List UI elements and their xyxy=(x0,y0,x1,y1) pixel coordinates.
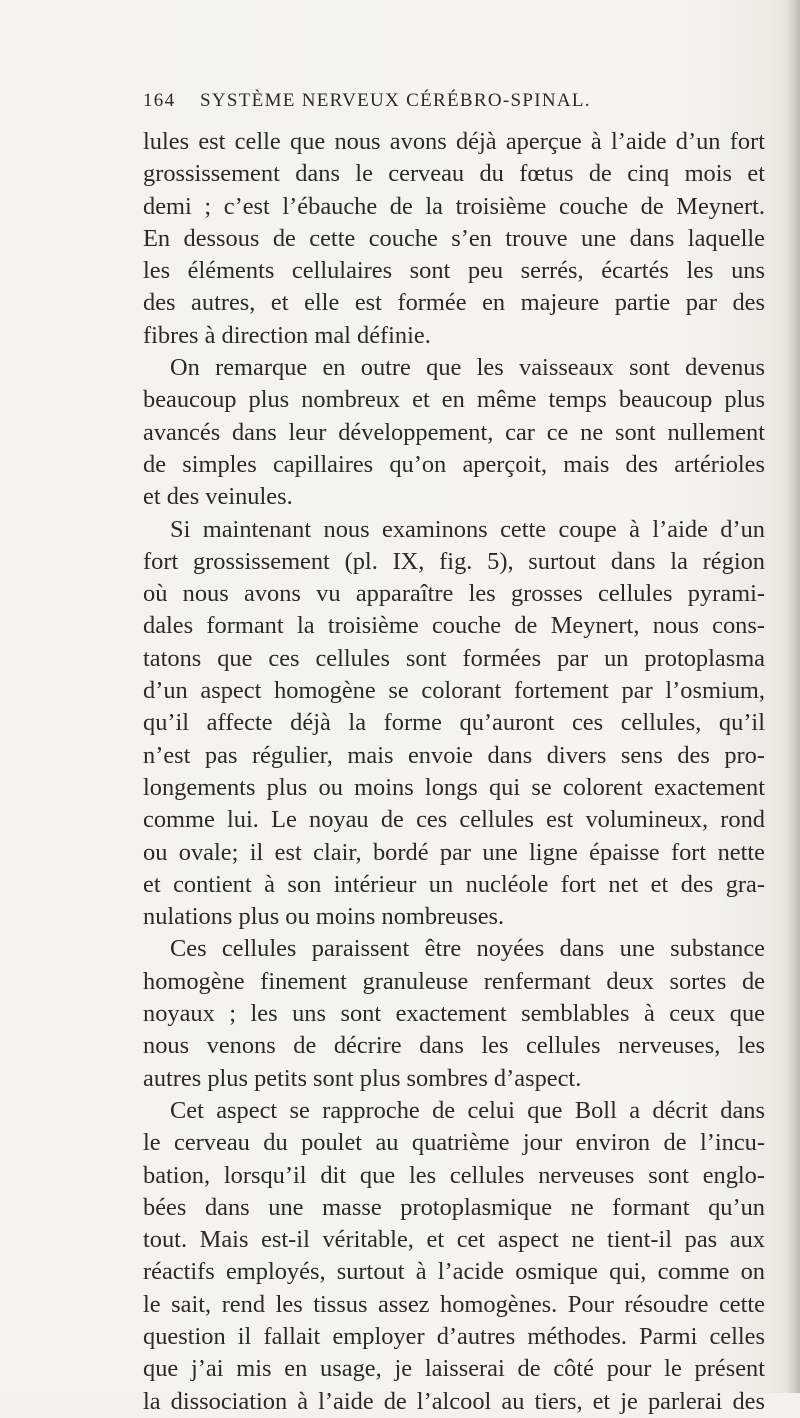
page-number: 164 xyxy=(143,90,176,111)
text-line: beaucoup plus nombreux et en même temps beaucoup plus xyxy=(143,386,765,414)
text-line: nulations plus ou moins nombreuses. xyxy=(143,903,505,931)
body-text xyxy=(143,126,765,1418)
page-edge-shadow xyxy=(786,0,800,1393)
text-line: lules est celle que nous avons déjà aperçue à l’aide d’un fort xyxy=(143,128,765,155)
text-line: la dissociation à l’aide de l’alcool au tiers, et je parlerai des xyxy=(143,1387,765,1415)
text-line: et des veinules. xyxy=(143,483,293,511)
text-line: des autres, et elle est formée en majeure partie par des xyxy=(143,289,765,317)
text-line: Si maintenant nous examinons cette coupe à l’aide d’un xyxy=(170,515,765,543)
text-line: le sait, rend les tissus assez homogènes. Pour résoudre cette xyxy=(143,1290,765,1318)
text-line: nous venons de décrire dans les cellules nerveuses, les xyxy=(143,1032,765,1060)
text-line: noyaux ; les uns sont exactement semblables à ceux que xyxy=(143,1000,765,1028)
text-line: question il fallait employer d’autres méthodes. Parmi celles xyxy=(143,1322,765,1350)
text-line: et contient à son intérieur un nucléole fort net et des gra- xyxy=(143,870,765,898)
text-line: autres plus petits sont plus sombres d’aspect. xyxy=(143,1064,582,1092)
text-line: n’est pas régulier, mais envoie dans divers sens des pro- xyxy=(143,741,765,769)
text-line: En dessous de cette couche s’en trouve une dans laquelle xyxy=(143,224,765,252)
text-line: bation, lorsqu’il dit que les cellules nerveuses sont englo- xyxy=(143,1161,765,1189)
text-line: Ces cellules paraissent être noyées dans une substance xyxy=(170,935,765,963)
text-line: le cerveau du poulet au quatrième jour environ de l’incu- xyxy=(143,1129,765,1157)
text-line: tout. Mais est-il véritable, et cet aspect ne tient-il pas aux xyxy=(143,1226,765,1254)
text-line: qu’il affecte déjà la forme qu’auront ces cellules, qu’il xyxy=(143,709,765,737)
text-line: les éléments cellulaires sont peu serrés, écartés les uns xyxy=(143,257,765,285)
running-title: SYSTÈME NERVEUX CÉRÉBRO-SPINAL. xyxy=(200,90,591,111)
text-line: grossissement dans le cerveau du fœtus de cinq mois et xyxy=(143,160,765,188)
page-header xyxy=(143,90,743,120)
text-line: On remarque en outre que les vaisseaux sont devenus xyxy=(170,354,765,382)
text-line: avancés dans leur développement, car ce ne sont nullement xyxy=(143,418,765,446)
text-line: que j’ai mis en usage, je laisserai de côté pour le présent xyxy=(143,1355,765,1383)
text-line: dales formant la troisième couche de Meynert, nous cons- xyxy=(143,612,765,640)
text-line: tatons que ces cellules sont formées par un protoplasma xyxy=(143,644,765,672)
text-line: bées dans une masse protoplasmique ne formant qu’un xyxy=(143,1193,765,1221)
text-line: ou ovale; il est clair, bordé par une ligne épaisse fort nette xyxy=(143,838,765,866)
text-line: où nous avons vu apparaître les grosses cellules pyrami- xyxy=(143,580,765,608)
text-line: de simples capillaires qu’on aperçoit, mais des artérioles xyxy=(143,450,765,478)
text-line: fort grossissement (pl. IX, fig. 5), surtout dans la région xyxy=(143,547,765,575)
text-line: homogène finement granuleuse renfermant deux sortes de xyxy=(143,967,765,995)
text-line: longements plus ou moins longs qui se colorent exactement xyxy=(143,773,765,801)
text-line: fibres à direction mal définie. xyxy=(143,321,431,349)
text-line: comme lui. Le noyau de ces cellules est volumineux, rond xyxy=(143,806,765,834)
text-line: réactifs employés, surtout à l’acide osmique qui, comme on xyxy=(143,1258,765,1286)
text-line: Cet aspect se rapproche de celui que Boll a décrit dans xyxy=(170,1096,765,1124)
text-line: demi ; c’est l’ébauche de la troisième couche de Meynert. xyxy=(143,192,765,220)
text-line: d’un aspect homogène se colorant fortement par l’osmium, xyxy=(143,677,765,705)
